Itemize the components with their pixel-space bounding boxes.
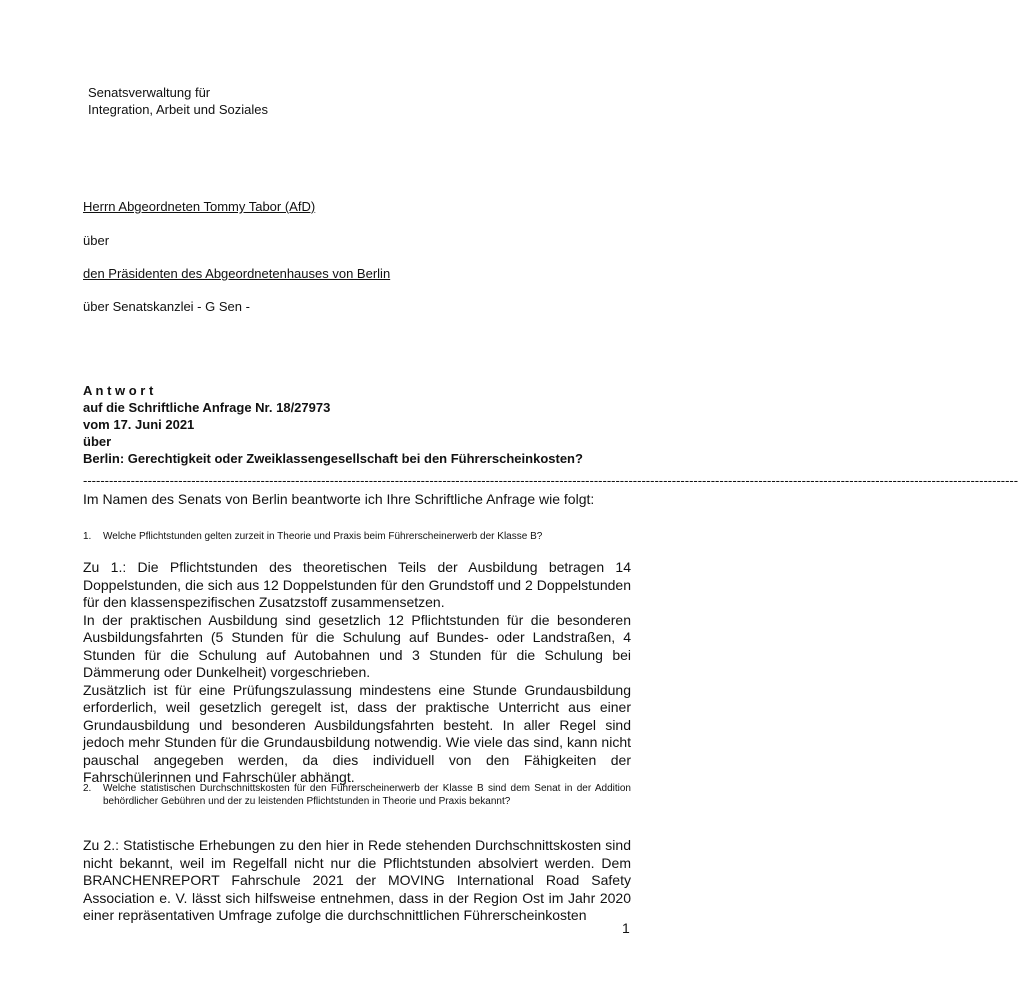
question-1-number: 1.	[83, 531, 92, 542]
sender-line-1: Senatsverwaltung für	[88, 85, 211, 100]
intro-sentence: Im Namen des Senats von Berlin beantworte ich Ihre Schriftliche Anfrage wie folgt:	[83, 491, 595, 507]
question-1-text: Welche Pflichtstunden gelten zurzeit in Theorie und Praxis beim Führerscheinerwerb der Klasse B?	[103, 531, 543, 542]
answer-2-paragraph-1: Zu 2.: Statistische Erhebungen zu den hier in Rede stehenden Durchschnittskosten sind nicht bekannt, weil im Regelfall nicht nur die Pflichtstunden absolviert werden. Dem BRANCHENREPORT Fahrschule 2021 der MOVING International Road Safety Association e. V. lässt sich hilfsweise entnehmen, dass in der Region Ost im Jahr 2020 einer repräsentativen Umfrage zufolge die durchschnittlichen Führerscheinkosten	[83, 837, 631, 923]
recipient-line: Herrn Abgeordneten Tommy Tabor (AfD)	[83, 199, 316, 214]
answer-1-paragraph-1: Zu 1.: Die Pflichtstunden des theoretischen Teils der Ausbildung betragen 14 Doppelstunden, die sich aus 12 Doppelstunden für den Grundstoff und 2 Doppelstunden für den klassenspezifischen Zusatzstoff zusammensetzen.	[83, 559, 631, 610]
heading-date: vom 17. Juni 2021	[83, 417, 195, 432]
question-2-number: 2.	[83, 783, 92, 794]
answer-2	[83, 837, 631, 925]
answer-1-paragraph-3: Zusätzlich ist für eine Prüfungszulassung mindestens eine Stunde Grundausbildung erforderlich, weil gesetzlich geregelt ist, dass der praktische Unterricht aus einer Grundausbildung und besonderen Ausbildungsfahrten besteht. In aller Regel sind jedoch mehr Stunden für die Grundausbildung notwendig. Wie viele das sind, kann nicht pauschal angegeben werden, da dies individuell von den Fähigkeiten der Fahrschülerinnen und Fahrschüler abhängt.	[83, 681, 631, 785]
sender-block	[88, 84, 268, 118]
sender-line-2: Integration, Arbeit und Soziales	[88, 102, 268, 117]
heading-via: über	[83, 434, 112, 449]
heading-title: A n t w o r t	[83, 383, 154, 398]
heading-subject: Berlin: Gerechtigkeit oder Zweiklassengesellschaft bei den Führerscheinkosten?	[83, 451, 583, 466]
question-2	[83, 782, 631, 808]
question-2-text: Welche statistischen Durchschnittskosten für den Führerscheinerwerb der Klasse B sind dem Senat in der Addition behördlicher Gebühren und der zu leistenden Pflichtstunden in Theorie und Praxis bekannt?	[103, 783, 631, 807]
divider-line: ------------------------------------------------------------------------------------------------------------------------------------------------------------------------------------------------------------------------	[83, 473, 1018, 488]
question-1	[83, 530, 631, 543]
via-line-2: über Senatskanzlei - G Sen -	[83, 299, 250, 314]
president-line: den Präsidenten des Abgeordnetenhauses von Berlin	[83, 266, 391, 281]
heading-inquiry: auf die Schriftliche Anfrage Nr. 18/27973	[83, 400, 331, 415]
answer-heading	[83, 382, 583, 467]
answer-1-paragraph-2: In der praktischen Ausbildung sind gesetzlich 12 Pflichtstunden für die besonderen Ausbildungsfahrten (5 Stunden für die Schulung auf Bundes- oder Landstraßen, 4 Stunden für die Schulung auf Autobahnen und 3 Stunden für die Schulung bei Dämmerung oder Dunkelheit) vorgeschrieben.	[83, 611, 631, 680]
via-line-1: über	[83, 233, 110, 248]
page-number: 1	[622, 920, 630, 936]
answer-1	[83, 559, 631, 787]
